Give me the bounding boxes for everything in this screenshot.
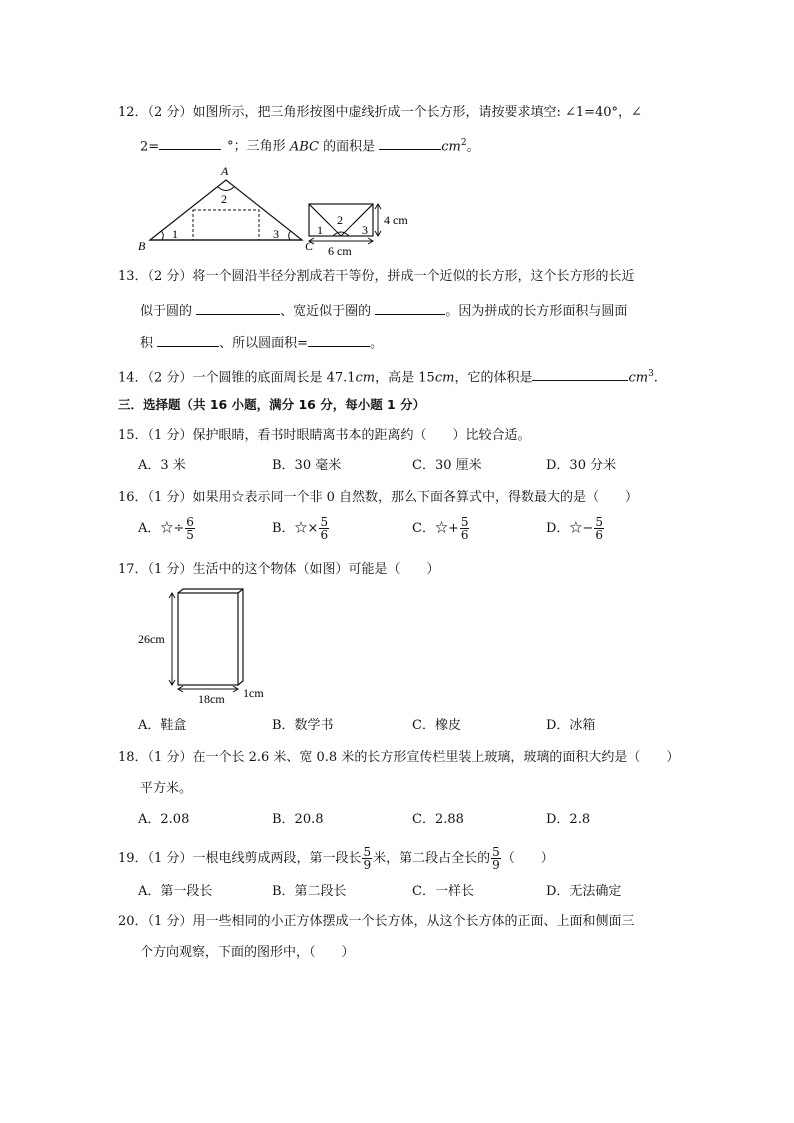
q16-option-a[interactable]: A．☆÷ $\frac{6}{5}$	[138, 515, 194, 542]
height-label-26cm: 26cm	[138, 632, 165, 646]
q15-option-c[interactable]: C．30 厘米	[412, 458, 482, 473]
q15-option-a[interactable]: A．3 米	[138, 458, 186, 473]
q17-stem: 17．（1 分）生活中的这个物体（如图）可能是（ ）	[118, 562, 440, 577]
q18-option-a[interactable]: A．2.08	[138, 812, 190, 827]
label-3: 3	[273, 227, 279, 241]
q15-stem: 15．（1 分）保护眼睛，看书时眼睛离书本的距离约（ ）比较合适。	[118, 428, 531, 443]
q15-option-d[interactable]: D．30 分米	[546, 458, 617, 473]
q13-line3: 积 、所以圆面积= 。	[140, 332, 383, 353]
q19-option-a[interactable]: A．第一段长	[138, 884, 213, 899]
section-3-title: 三．选择题（共 16 小题，满分 16 分，每小题 1 分）	[118, 397, 426, 412]
q19-option-d[interactable]: D．无法确定	[546, 884, 622, 899]
label-c: C	[305, 239, 314, 253]
q13-blank-area-relation[interactable]	[157, 332, 219, 347]
label-a: A	[221, 164, 229, 178]
q16-stem: 16．（1 分）如果用☆表示同一个非 0 自然数，那么下面各算式中，得数最大的是（ ）	[118, 490, 638, 505]
q16-option-c[interactable]: C．☆+ $\frac{5}{6}$	[412, 515, 469, 542]
q17-option-a[interactable]: A．鞋盒	[138, 718, 187, 733]
q12-figure	[132, 160, 422, 258]
q12-blank-angle[interactable]	[159, 135, 221, 150]
q19-option-b[interactable]: B．第二段长	[272, 884, 347, 899]
q13-line2: 似于圆的 、宽近似于圈的 。因为拼成的长方形面积与圆面	[140, 300, 627, 321]
label-b: B	[138, 239, 146, 253]
q17-option-d[interactable]: D．冰箱	[546, 718, 596, 733]
rect-label-3: 3	[362, 223, 368, 237]
q14-stem: 14．（2 分）一个圆锥的底面周长是 47.1cm，高是 15cm，它的体积是 $cm^3$.	[118, 365, 658, 387]
q18-option-c[interactable]: C．2.88	[412, 812, 464, 827]
q16-option-b[interactable]: B．☆× $\frac{5}{6}$	[272, 515, 329, 542]
rect-label-2: 2	[337, 213, 343, 227]
q12-line1: 12．（2 分）如图所示，把三角形按图中虚线折成一个长方形，请按要求填空: ∠1=40°，∠	[118, 105, 642, 120]
q14-blank-volume[interactable]	[532, 366, 628, 381]
q12-line2: 2= °；三角形 ABC 的面积是 $cm^2$。	[140, 134, 480, 156]
fold-rectangle-dashed	[193, 210, 259, 240]
depth-label-1cm: 1cm	[243, 686, 264, 700]
q13-line1: 13．（2 分）将一个圆沿半径分割成若干等份，拼成一个近似的长方形，这个长方形的长近	[118, 269, 635, 284]
width-label-18cm: 18cm	[198, 692, 225, 706]
q17-option-c[interactable]: C．橡皮	[412, 718, 461, 733]
q15-option-b[interactable]: B．30 毫米	[272, 458, 342, 473]
q19-stem: 19．（1 分）一根电线剪成两段，第一段长 $\frac{5}{9}$ 米，第二段占全长的 $\frac{5}{9}$ （ ）	[118, 845, 554, 872]
label-1: 1	[172, 227, 178, 241]
q17-option-b[interactable]: B．数学书	[272, 718, 334, 733]
q13-blank-width[interactable]	[375, 300, 445, 315]
label-2: 2	[221, 192, 227, 206]
object-front-face	[178, 593, 238, 685]
q12-blank-area[interactable]	[379, 135, 441, 150]
q18-option-d[interactable]: D．2.8	[546, 812, 591, 827]
q13-blank-formula[interactable]	[308, 332, 370, 347]
q13-blank-length[interactable]	[196, 300, 280, 315]
q18-stem-line2: 平方米。	[140, 781, 193, 796]
width-label-6cm: 6 cm	[328, 244, 352, 258]
q16-option-d[interactable]: D．☆− $\frac{5}{6}$	[546, 515, 603, 542]
q17-figure	[136, 585, 276, 707]
q20-stem-line1: 20．（1 分）用一些相同的小正方体摆成一个长方体，从这个长方体的正面、上面和侧面三	[118, 914, 635, 929]
q18-option-b[interactable]: B．20.8	[272, 812, 324, 827]
q18-stem-line1: 18．（1 分）在一个长 2.6 米、宽 0.8 米的长方形宣传栏里装上玻璃，玻璃的面积大约是（ ）	[118, 750, 680, 765]
height-label-4cm: 4 cm	[384, 213, 408, 227]
q20-stem-line2: 个方向观察，下面的图形中，（ ）	[140, 945, 355, 960]
rect-label-1: 1	[317, 223, 323, 237]
q19-option-c[interactable]: C．一样长	[412, 884, 474, 899]
